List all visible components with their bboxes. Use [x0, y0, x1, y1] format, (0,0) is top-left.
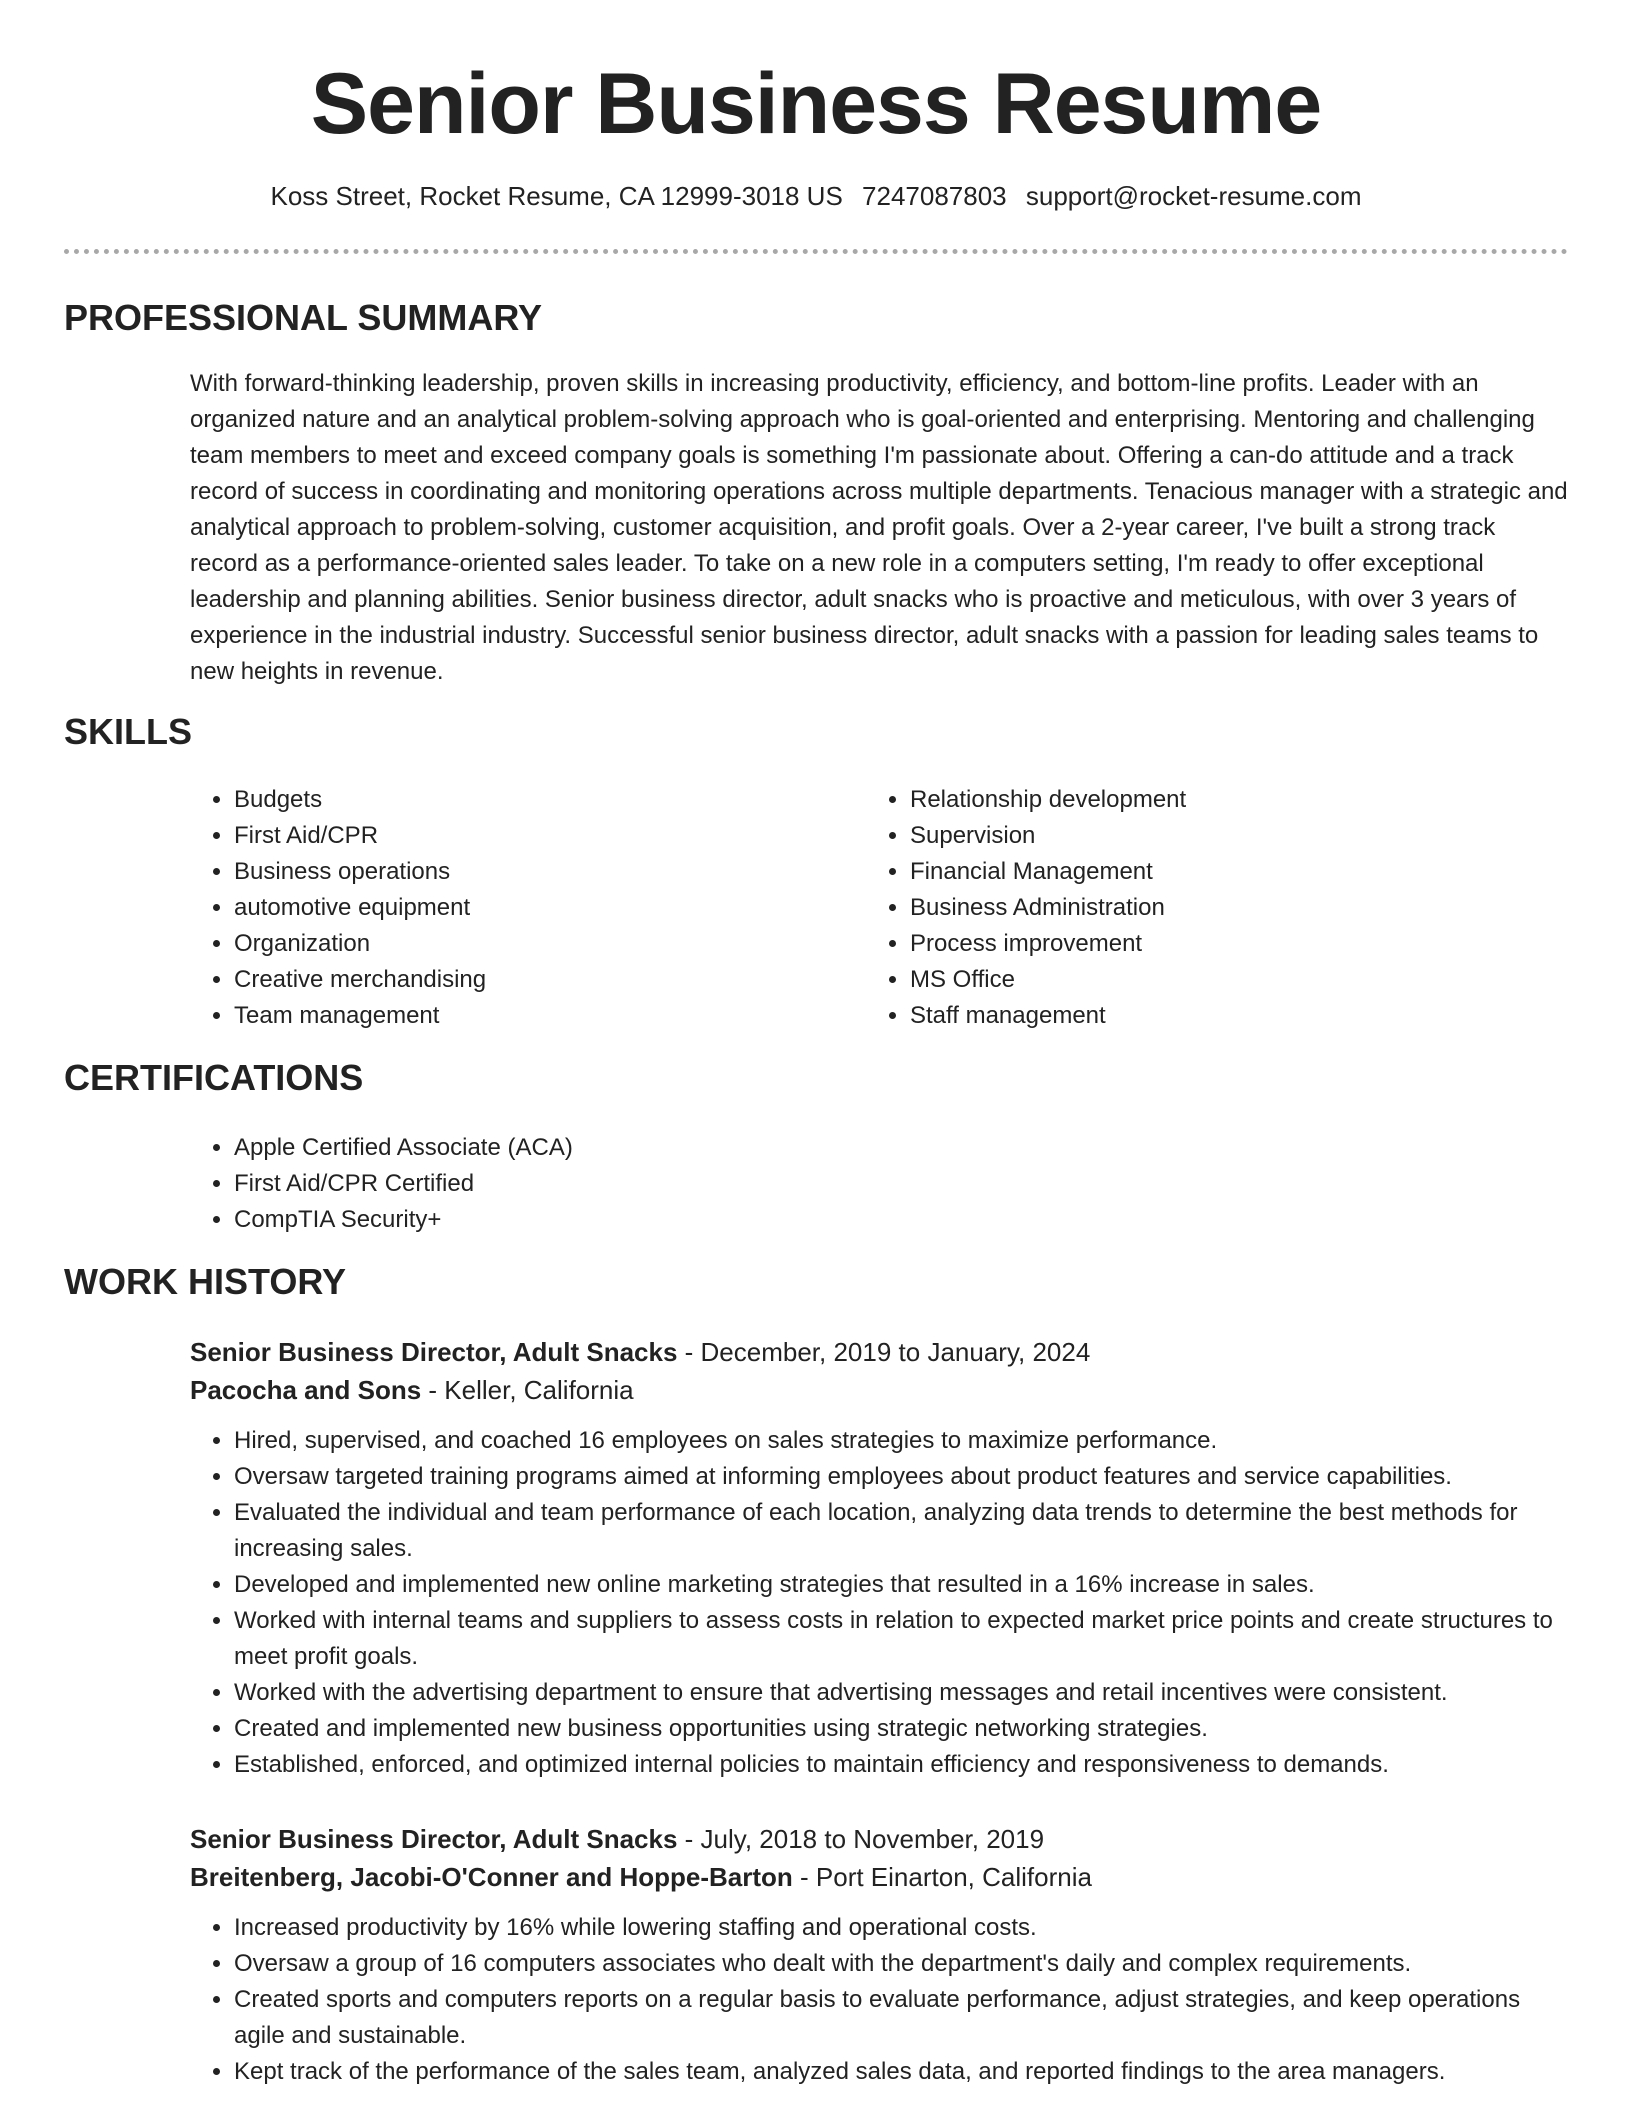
work-history-heading: WORK HISTORY [64, 1261, 347, 1302]
job-company-line [190, 1371, 1568, 1409]
job-company-line [190, 1858, 1568, 1896]
list-item: • Evaluated the individual and team performance of each location, analyzing data trends to determine the best methods for increasing sales. [234, 1495, 1568, 1567]
list-item: • First Aid/CPR [234, 818, 830, 854]
job-entry [190, 1333, 1568, 1783]
header-divider [64, 249, 1568, 254]
job-location: - Port Einarton, California [792, 1862, 1092, 1892]
list-item: • Oversaw targeted training programs aimed at informing employees about product features and service capabilities. [234, 1459, 1568, 1495]
list-item: • Organization [234, 926, 830, 962]
list-item: • automotive equipment [234, 890, 830, 926]
list-item: • Hired, supervised, and coached 16 employees on sales strategies to maximize performance. [234, 1423, 1568, 1459]
list-item: • First Aid/CPR Certified [234, 1166, 1090, 1202]
list-item: • Supervision [910, 818, 1506, 854]
summary-heading: PROFESSIONAL SUMMARY [64, 297, 543, 338]
list-item: • Created sports and computers reports on a regular basis to evaluate performance, adjust strategies, and keep operations agile and sustainable. [234, 1982, 1568, 2054]
job-bullets [190, 1423, 1568, 1783]
job-title: Senior Business Director, Adult Snacks [190, 1337, 678, 1367]
list-item: • Developed and implemented new online marketing strategies that resulted in a 16% increase in sales. [234, 1567, 1568, 1603]
list-item: • Oversaw a group of 16 computers associates who dealt with the department's daily and complex requirements. [234, 1946, 1568, 1982]
job-dates: - July, 2018 to November, 2019 [677, 1824, 1045, 1854]
skills-heading: SKILLS [64, 711, 193, 752]
job-company: Breitenberg, Jacobi-O'Conner and Hoppe-Barton [190, 1862, 793, 1892]
list-item: • MS Office [910, 962, 1506, 998]
list-item: • Staff management [910, 998, 1506, 1034]
list-item: • Creative merchandising [234, 962, 830, 998]
certifications-block [190, 1130, 1090, 1238]
summary-paragraph: With forward-thinking leadership, proven skills in increasing productivity, efficiency, and bottom-line profits. Leader with an organized nature and an analytical problem-solving approach who is goal-oriented and enterprising. Mentoring and challenging team members to meet and exceed company goals is something I'm passionate about. Offering a can-do attitude and a track record of success in coordinating and monitoring operations across multiple departments. Tenacious manager with a strategic and analytical approach to problem-solving, customer acquisition, and profit goals. Over a 2-year career, I've built a strong track record as a performance-oriented sales leader. To take on a new role in a computers setting, I'm ready to offer exceptional leadership and planning abilities. Senior business director, adult snacks who is proactive and meticulous, with over 3 years of experience in the industrial industry. Successful senior business director, adult snacks with a passion for leading sales teams to new heights in revenue. [190, 370, 1568, 685]
list-item: • CompTIA Security+ [234, 1202, 1090, 1238]
list-item: • Increased productivity by 16% while lowering staffing and operational costs. [234, 1910, 1568, 1946]
skills-column-right [866, 782, 1506, 1034]
list-item: • Financial Management [910, 854, 1506, 890]
list-item: • Apple Certified Associate (ACA) [234, 1130, 1090, 1166]
certifications-heading: CERTIFICATIONS [64, 1057, 364, 1098]
job-bullets [190, 1910, 1568, 2090]
job-entry [190, 1820, 1568, 2090]
list-item: • Relationship development [910, 782, 1506, 818]
job-company: Pacocha and Sons [190, 1375, 422, 1405]
list-item: • Kept track of the performance of the sales team, analyzed sales data, and reported findings to the area managers. [234, 2054, 1568, 2090]
certifications-list [190, 1130, 1090, 1238]
job-title-line [190, 1820, 1568, 1858]
list-item: • Process improvement [910, 926, 1506, 962]
job-title: Senior Business Director, Adult Snacks [190, 1824, 678, 1854]
resume-title: Senior Business Resume [310, 56, 1322, 152]
list-item: • Budgets [234, 782, 830, 818]
skills-column-left [190, 782, 830, 1034]
list-item: • Created and implemented new business opportunities using strategic networking strategies. [234, 1711, 1568, 1747]
skills-list-right [866, 782, 1506, 1034]
skills-list-left [190, 782, 830, 1034]
list-item: • Established, enforced, and optimized internal policies to maintain efficiency and responsiveness to demands. [234, 1747, 1568, 1783]
list-item: • Team management [234, 998, 830, 1034]
job-location: - Keller, California [421, 1375, 634, 1405]
list-item: • Worked with internal teams and suppliers to assess costs in relation to expected market price points and create structures to meet profit goals. [234, 1603, 1568, 1675]
contact-line [64, 178, 1568, 214]
job-title-line [190, 1333, 1568, 1371]
list-item: • Business Administration [910, 890, 1506, 926]
list-item: • Worked with the advertising department to ensure that advertising messages and retail incentives were consistent. [234, 1675, 1568, 1711]
address-text: Koss Street, Rocket Resume, CA 12999-3018 US [270, 181, 843, 211]
list-item: • Business operations [234, 854, 830, 890]
job-dates: - December, 2019 to January, 2024 [677, 1337, 1091, 1367]
email-link[interactable]: support@rocket-resume.com [1025, 181, 1362, 211]
phone-text: 7247087803 [862, 181, 1007, 211]
